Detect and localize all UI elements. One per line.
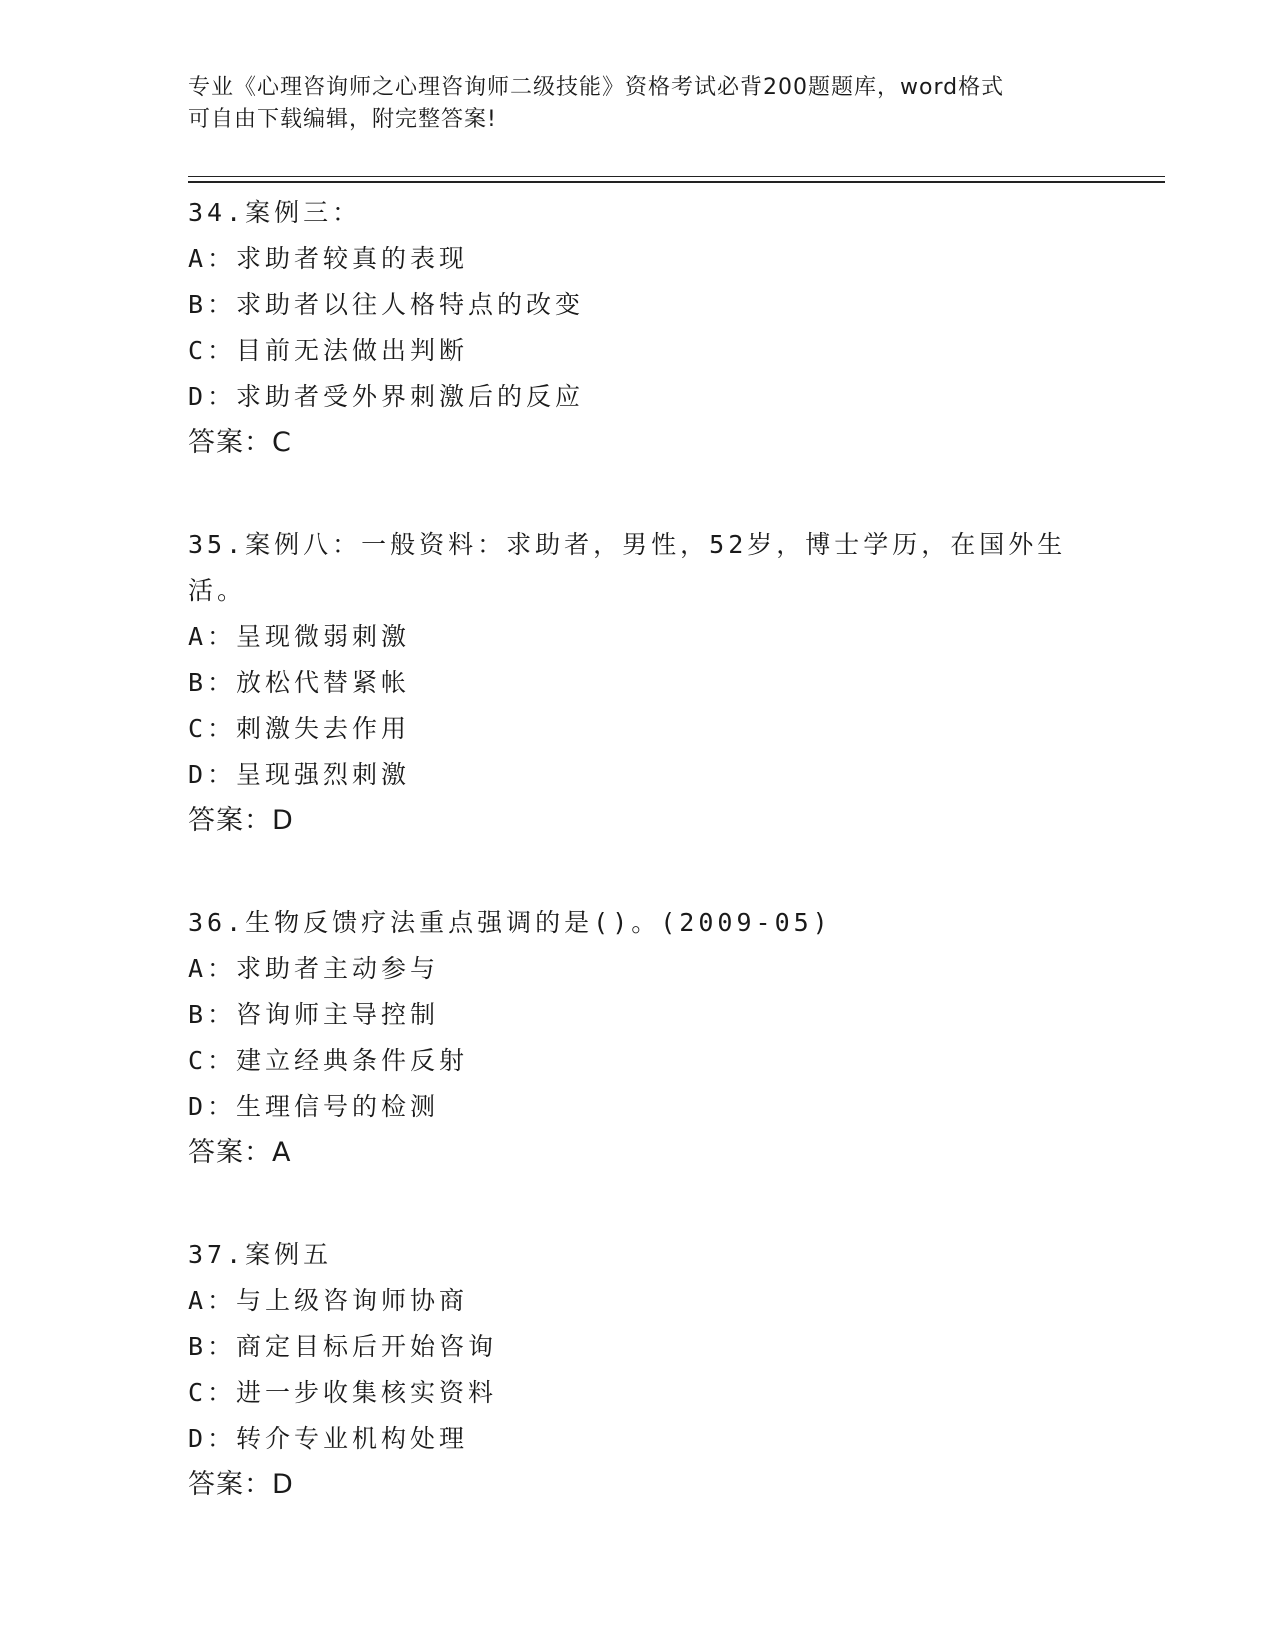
option-a: A：求助者较真的表现: [188, 244, 469, 273]
question-stem: 37.案例五: [188, 1240, 333, 1269]
answer-line: 答案：D: [188, 1469, 294, 1500]
option-b: B：求助者以往人格特点的改变: [188, 290, 585, 319]
option-a: A：求助者主动参与: [188, 954, 440, 983]
answer-line: 答案：D: [188, 805, 294, 836]
header-divider-thick: [188, 181, 1165, 183]
header-title-line-2: 可自由下载编辑，附完整答案!: [188, 107, 497, 132]
header-divider-thin: [188, 176, 1165, 177]
option-b: B：商定目标后开始咨询: [188, 1332, 498, 1361]
option-c: C：刺激失去作用: [188, 714, 411, 743]
option-a: A：呈现微弱刺激: [188, 622, 411, 651]
question-list: [188, 190, 1148, 1564]
question-36: [188, 900, 1148, 1176]
question-stem: 36.生物反馈疗法重点强调的是()。(2009-05): [188, 908, 832, 937]
question-stem: 34.案例三：: [188, 198, 362, 227]
answer-line: 答案：C: [188, 427, 292, 458]
option-d: D：求助者受外界刺激后的反应: [188, 382, 585, 411]
question-37: [188, 1232, 1148, 1508]
answer-line: 答案：A: [188, 1137, 292, 1168]
option-c: C：目前无法做出判断: [188, 336, 469, 365]
question-34: [188, 190, 1148, 466]
header-title-line-1: 专业《心理咨询师之心理咨询师二级技能》资格考试必背200题题库，word格式: [188, 75, 1005, 100]
option-c: C：进一步收集核实资料: [188, 1378, 498, 1407]
option-d: D：转介专业机构处理: [188, 1424, 469, 1453]
question-35: [188, 522, 1148, 844]
option-c: C：建立经典条件反射: [188, 1046, 469, 1075]
option-b: B：放松代替紧帐: [188, 668, 411, 697]
document-header: [188, 72, 1088, 136]
option-a: A：与上级咨询师协商: [188, 1286, 469, 1315]
option-d: D：生理信号的检测: [188, 1092, 440, 1121]
question-stem: 35.案例八：一般资料：求助者，男性，52岁，博士学历，在国外生活。: [188, 530, 1067, 605]
option-d: D：呈现强烈刺激: [188, 760, 411, 789]
option-b: B：咨询师主导控制: [188, 1000, 440, 1029]
